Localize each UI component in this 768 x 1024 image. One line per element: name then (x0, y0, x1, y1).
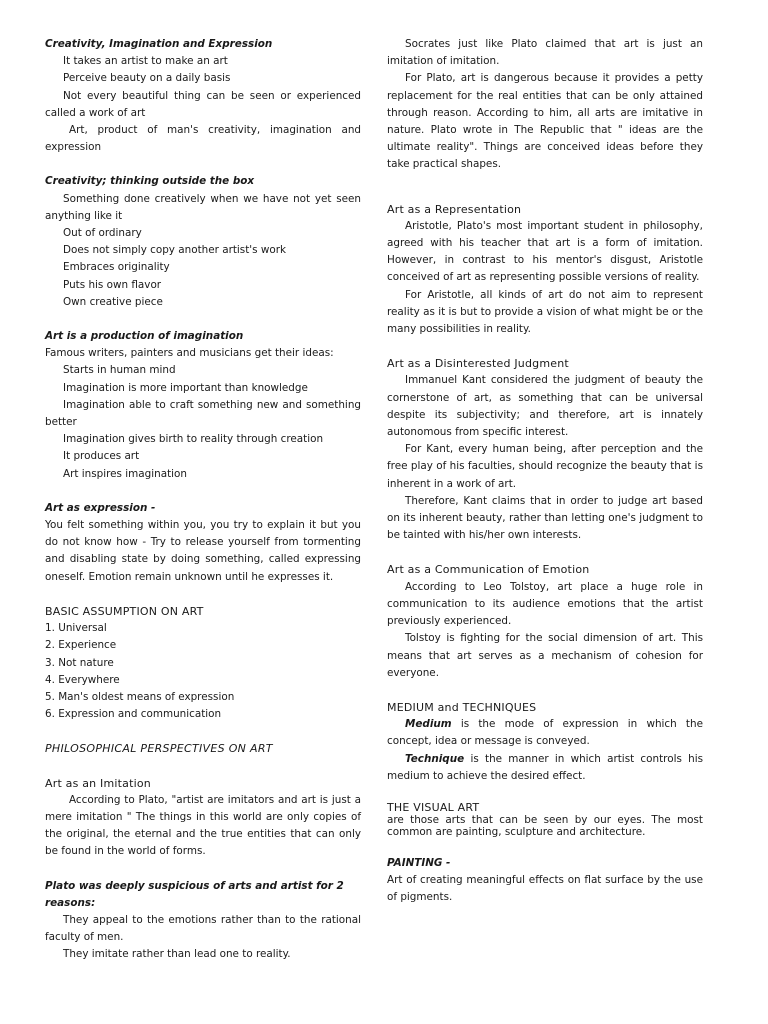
list-item: Own creative piece (63, 295, 163, 308)
technique-term: Technique (405, 752, 465, 765)
expression-text: You felt something within you, you try to explain it but you do not know how - Try to release yourself from tormenting and disabling state by doing something, called expressing oneself. Emotion remain unknown until he expresses it. (45, 519, 361, 583)
basic-assumption-heading: BASIC ASSUMPTION ON ART (45, 604, 204, 618)
imagination-heading: Art is a production of imagination (45, 330, 244, 343)
medium-definition (387, 716, 703, 750)
representation-heading: Art as a Representation (387, 202, 522, 216)
plato-text: For Plato, art is dangerous because it provides a petty replacement for the real entities that can be only attained through reason. According to him, all arts are imitative in nature. Plato wrote in The Republic that " ideas are the ultimate reality". Things are conceived ideas before they take practical shapes. (387, 72, 703, 171)
list-item: Perceive beauty on a daily basis (63, 72, 231, 85)
list-item: Art inspires imagination (63, 467, 187, 480)
list-item: They appeal to the emotions rather than to the rational faculty of men. (45, 913, 361, 944)
technique-def: is the manner in which artist controls his medium to achieve the desired effect. (387, 752, 703, 782)
communication-heading: Art as a Communication of Emotion (387, 563, 590, 577)
visual-art-heading: THE VISUAL ART (387, 800, 480, 814)
expression-heading: Art as expression - (45, 501, 156, 514)
medium-term: Medium (405, 718, 452, 731)
communication-p1: According to Leo Tolstoy, art place a huge role in communication to its audience emotions that the artist previously experienced. (387, 580, 703, 628)
plato-heading: Plato was deeply suspicious of arts and artist for 2 reasons: (45, 879, 344, 909)
creativity-heading: Creativity, Imagination and Expression (45, 38, 273, 50)
left-column (45, 36, 361, 964)
list-item: Not every beautiful thing can be seen or experienced called a work of art (45, 89, 361, 119)
list-item: 6. Expression and communication (45, 708, 222, 721)
list-item: Puts his own flavor (63, 278, 162, 291)
imitation-text: According to Plato, "artist are imitators and art is just a mere imitation " The things in this world are only copies of the original, the eternal and the true entities that can only be found in the world of forms. (45, 793, 361, 858)
philosophical-heading: PHILOSOPHICAL PERSPECTIVES ON ART (45, 742, 273, 756)
painting-text: Art of creating meaningful effects on flat surface by the use of pigments. (387, 874, 703, 904)
list-item: It takes an artist to make an art (63, 55, 228, 68)
list-item: Art, product of man's creativity, imagination and expression (45, 124, 361, 154)
painting-heading: PAINTING - (387, 856, 451, 869)
outside-heading: Creativity; thinking outside the box (45, 175, 255, 188)
judgment-p3: Therefore, Kant claims that in order to judge art based on its inherent beauty, rather than letting one's judgment to be tainted with his/her own interests. (387, 494, 703, 542)
communication-p2: Tolstoy is fighting for the social dimension of art. This means that art serves as a mechanism of cohesion for everyone. (387, 632, 703, 679)
list-item: 1. Universal (45, 622, 107, 635)
list-item: Imagination is more important than knowledge (63, 381, 308, 394)
list-item: Does not simply copy another artist's work (63, 244, 287, 257)
list-item: Out of ordinary (63, 227, 142, 240)
list-item: 2. Experience (45, 639, 117, 652)
list-item: Imagination able to craft something new and something better (45, 398, 361, 429)
list-item: 3. Not nature (45, 656, 114, 669)
representation-p1: Aristotle, Plato's most important student in philosophy, agreed with his teacher that art is a form of imitation. However, in contrast to his mentor's disgust, Aristotle conceived of art as representing possible versions of reality. (387, 219, 703, 284)
right-column (387, 36, 703, 907)
representation-p2: For Aristotle, all kinds of art do not aim to represent reality as it is but to provide a vision of what might be or the many possibilities in reality. (387, 288, 703, 336)
outside-intro: Something done creatively when we have not yet seen anything like it (45, 192, 361, 222)
list-item: Embraces originality (63, 261, 170, 274)
judgment-p1: Immanuel Kant considered the judgment of beauty the cornerstone of art, as something that can be universal despite its subjectivity; and therefore, art is innately autonomous from specific interest. (387, 374, 703, 439)
list-item: 4. Everywhere (45, 673, 120, 686)
medium-heading: MEDIUM and TECHNIQUES (387, 700, 537, 714)
technique-definition (387, 751, 703, 785)
list-item: Starts in human mind (63, 364, 176, 377)
imagination-intro: Famous writers, painters and musicians get their ideas: (45, 347, 334, 360)
list-item: It produces art (63, 450, 140, 463)
judgment-p2: For Kant, every human being, after perception and the free play of his faculties, should recognize the beauty that is inherent in a work of art. (387, 443, 703, 490)
judgment-heading: Art as a Disinterested Judgment (387, 357, 569, 371)
list-item: 5. Man's oldest means of expression (45, 690, 235, 703)
medium-def: is the mode of expression in which the concept, idea or message is conveyed. (387, 718, 703, 748)
imitation-heading: Art as an Imitation (45, 776, 151, 790)
list-item: They imitate rather than lead one to reality. (63, 948, 291, 961)
list-item: Imagination gives birth to reality through creation (63, 433, 324, 446)
socrates-text: Socrates just like Plato claimed that art is just an imitation of imitation. (387, 38, 703, 68)
visual-art-text: are those arts that can be seen by our eyes. The most common are painting, sculpture and architecture. (387, 813, 703, 838)
